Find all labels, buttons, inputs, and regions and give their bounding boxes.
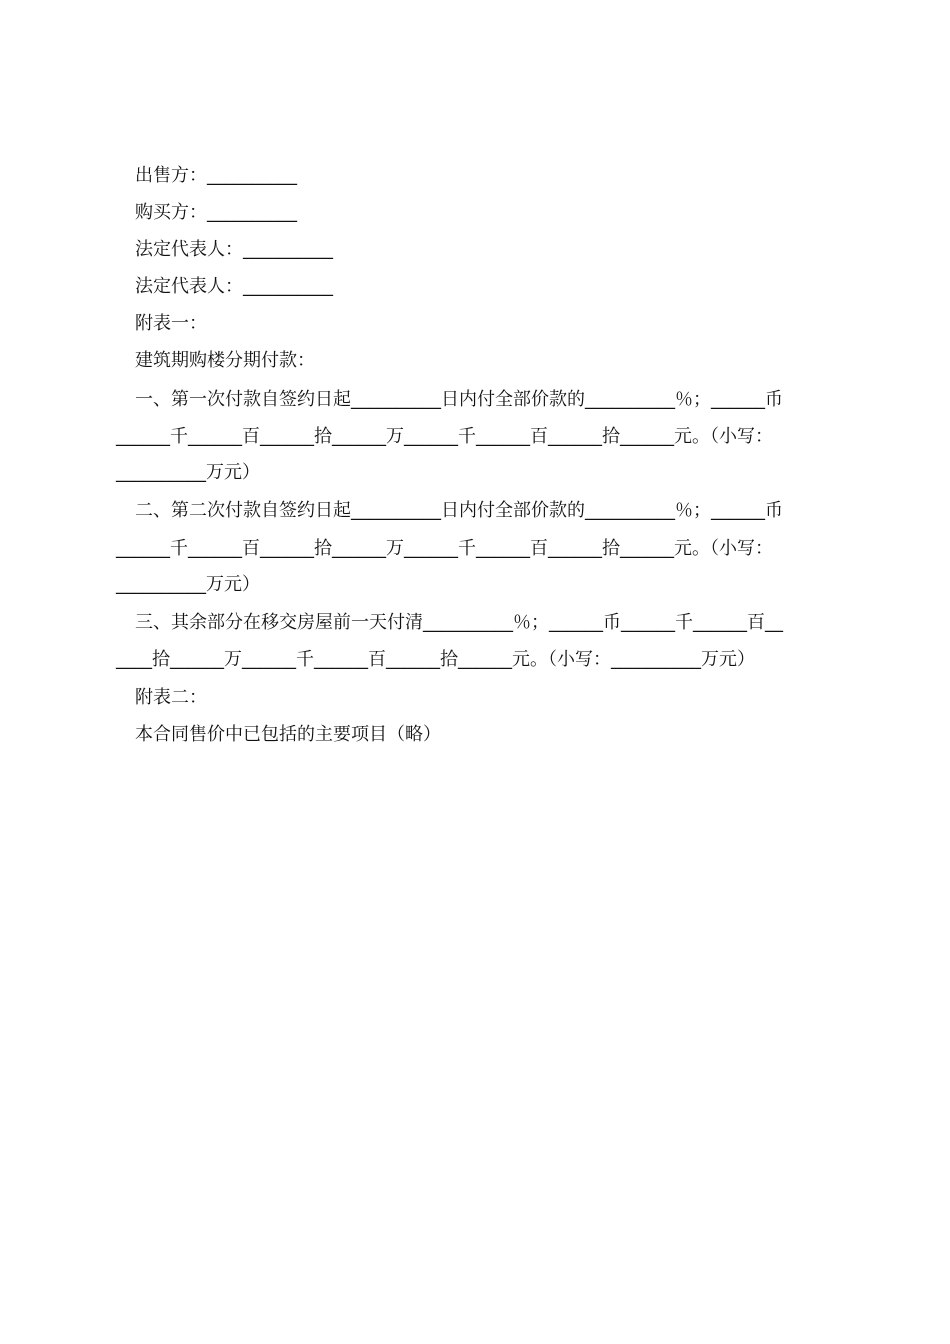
paragraph-line: ______千______百______拾______万______千______百______拾______元。（小写： [116,426,773,447]
paragraph-line: ______千______百______拾______万______千______百______拾______元。（小写： [116,538,773,559]
paragraph-line: 二、第二次付款自签约日起__________日内付全部价款的__________％；______币 [135,500,783,521]
buyer-field: 购买方：__________ [135,202,297,223]
paragraph-line: 一、第一次付款自签约日起__________日内付全部价款的__________％；______币 [135,389,783,410]
appendix-one-heading: 附表一： [135,313,207,334]
included-items-line: 本合同售价中已包括的主要项目（略） [135,724,441,745]
seller-field: 出售方：__________ [135,165,297,186]
paragraph-line: 三、其余部分在移交房屋前一天付清__________％；______币______千______百__ [135,612,783,633]
paragraph-line: ____拾______万______千______百______拾______元。（小写：__________万元） [116,649,755,670]
legal-representative-field: 法定代表人：__________ [135,239,333,260]
paragraph-line: __________万元） [116,574,260,595]
paragraph-line: __________万元） [116,462,260,483]
legal-representative-field: 法定代表人：__________ [135,276,333,297]
appendix-two-heading: 附表二： [135,687,207,708]
installment-heading: 建筑期购楼分期付款： [135,350,315,371]
